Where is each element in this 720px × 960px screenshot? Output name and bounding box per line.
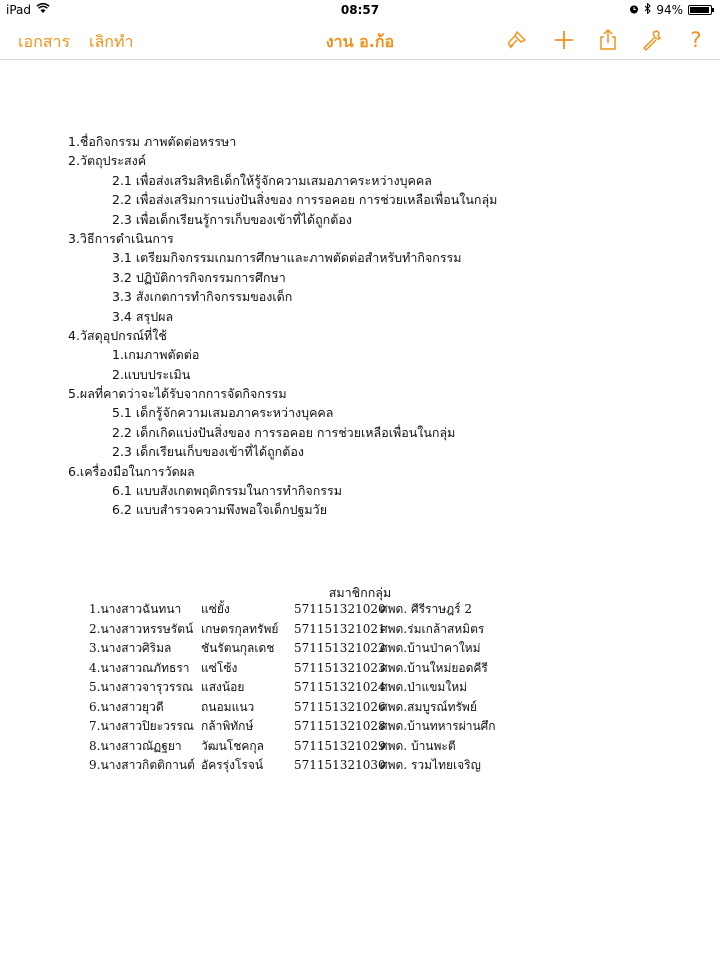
- member-id: 571151321028: [294, 719, 386, 733]
- member-surname: แซ่โซ้ง: [201, 660, 238, 675]
- outline-heading: 6.เครื่องมือในการวัดผล: [68, 463, 195, 479]
- member-name: 6.นางสาวยุวดี: [89, 699, 164, 714]
- member-school: ศพด.บ้านป่าคาใหม่: [380, 641, 481, 655]
- member-id: 571151321020: [294, 602, 386, 616]
- toolbar: [0, 20, 720, 60]
- member-school: ศพด. รวมไทยเจริญ: [380, 758, 481, 772]
- member-name: 4.นางสาวณภัทธรา: [89, 660, 190, 675]
- device-label: iPad: [6, 3, 32, 17]
- member-surname: อัครรุ่งโรจน์: [201, 758, 264, 772]
- outline-subitem: 2.3 เพื่อเด็กเรียนรู้การเก็บของเข้าที่ได้ถูกต้อง: [112, 211, 352, 227]
- outline-subitem: 2.1 เพื่อส่งเสริมสิทธิเด็กให้รู้จักความเสมอภาคระหว่างบุคคล: [112, 172, 432, 188]
- alarm-icon: [629, 3, 639, 17]
- member-name: 7.นางสาวปิยะวรรณ: [89, 719, 194, 733]
- outline-subitem: 5.1 เด็กรู้จักความเสมอภาคระหว่างบุคคล: [112, 405, 334, 421]
- paintbrush-icon[interactable]: [505, 28, 529, 52]
- member-surname: เกษตรกุลทรัพย์: [201, 621, 279, 636]
- outline-heading: 1.ชื่อกิจกรรม ภาพตัดต่อหรรษา: [68, 134, 237, 149]
- status-time: 08:57: [340, 3, 380, 17]
- member-id: 571151321021: [294, 621, 386, 636]
- member-id: 571151321029: [294, 738, 386, 753]
- battery-percent: 94%: [656, 3, 683, 17]
- member-id: 571151321030: [294, 758, 386, 772]
- member-id: 571151321023: [294, 660, 386, 675]
- outline-subitem: 2.แบบประเมิน: [112, 366, 191, 382]
- member-name: 8.นางสาวณัฏฐยา: [89, 738, 182, 753]
- wrench-icon[interactable]: [640, 28, 664, 52]
- document-title: งาน อ.ก้อ: [325, 32, 395, 51]
- members-title: สมาชิกกลุ่ม: [328, 585, 392, 600]
- outline-subitem: 3.1 เตรียมกิจกรรมเกมการศึกษาและภาพตัดต่อสำหรับทำกิจกรรม: [112, 250, 462, 266]
- member-name: 5.นางสาวจารุวรรณ: [89, 680, 194, 694]
- outline-heading: 2.วัตถุประสงค์: [68, 153, 147, 169]
- outline-subitem: 2.2 เด็กเกิดแบ่งปันสิ่งของ การรอคอย การช่วยเหลือเพื่อนในกลุ่ม: [112, 424, 456, 440]
- member-id: 571151321022: [294, 641, 386, 655]
- member-school: ศพด.สมบูรณ์ทรัพย์: [380, 699, 477, 714]
- outline-subitem: 6.2 แบบสำรวจความพึงพอใจเด็กปฐมวัย: [112, 502, 328, 518]
- documents-button[interactable]: เอกสาร: [18, 32, 71, 51]
- status-right: [629, 3, 712, 17]
- member-surname: ชันรัตนกุลเดช: [201, 641, 275, 655]
- member-name: 3.นางสาวศิริมล: [89, 641, 172, 655]
- outline-subitem: 2.3 เด็กเรียนเก็บของเข้าที่ได้ถูกต้อง: [112, 444, 304, 460]
- member-surname: วัฒนโชคกุล: [201, 738, 265, 753]
- member-school: ศพด.ร่มเกล้าสหมิตร: [380, 621, 485, 636]
- member-school: ศพด. ศีรีราษฎร์ 2: [380, 602, 473, 616]
- member-id: 571151321026: [294, 699, 386, 714]
- share-icon[interactable]: [596, 28, 620, 52]
- member-surname: กล้าพิทักษ์: [201, 719, 254, 733]
- member-name: 1.นางสาวฉันทนา: [89, 602, 182, 616]
- member-school: ศพด.บ้านทหารผ่านศึก: [380, 719, 496, 733]
- outline-subitem: 3.2 ปฏิบัติการกิจกรรมการศึกษา: [112, 269, 286, 285]
- undo-button[interactable]: เลิกทำ: [89, 32, 134, 51]
- member-surname: แซ่ยั้ง: [201, 602, 230, 616]
- member-id: 571151321024: [294, 680, 386, 694]
- outline-subitem: 1.เกมภาพตัดต่อ: [112, 347, 200, 363]
- member-school: ศพด. บ้านพะตี: [380, 738, 456, 753]
- battery-icon: [688, 5, 712, 15]
- outline-heading: 4.วัสดุอุปกรณ์ที่ใช้: [68, 327, 167, 343]
- outline-subitem: 3.3 สังเกตการทำกิจกรรมของเด็ก: [112, 289, 293, 305]
- outline-subitem: 3.4 สรุปผล: [112, 308, 174, 324]
- member-surname: แสงน้อย: [201, 680, 245, 694]
- plus-icon[interactable]: [552, 28, 576, 52]
- document-page[interactable]: [0, 61, 720, 960]
- member-surname: ถนอมแนว: [201, 699, 255, 714]
- outline-subitem: 2.2 เพื่อส่งเสริมการแบ่งปันสิ่งของ การรอคอย การช่วยเหลือเพื่อนในกลุ่ม: [112, 192, 498, 208]
- member-school: ศพด.ป่าแขมใหม่: [380, 680, 468, 694]
- member-name: 9.นางสาวกิตติกานต์: [89, 758, 195, 772]
- member-name: 2.นางสาวหรรษรัตน์: [89, 621, 194, 636]
- battery-level: [690, 7, 709, 13]
- bluetooth-icon: [644, 3, 651, 17]
- activity-outline: [68, 132, 497, 520]
- outline-heading: 5.ผลที่คาดว่าจะได้รับจากการจัดกิจกรรม: [68, 386, 287, 402]
- help-icon[interactable]: ?: [690, 28, 702, 52]
- member-school: ศพด.บ้านใหม่ยอดคีรี: [380, 660, 488, 675]
- status-bar: [0, 0, 720, 20]
- outline-subitem: 6.1 แบบสังเกตพฤติกรรมในการทำกิจกรรม: [112, 483, 342, 499]
- outline-heading: 3.วิธีการดำเนินการ: [68, 230, 174, 246]
